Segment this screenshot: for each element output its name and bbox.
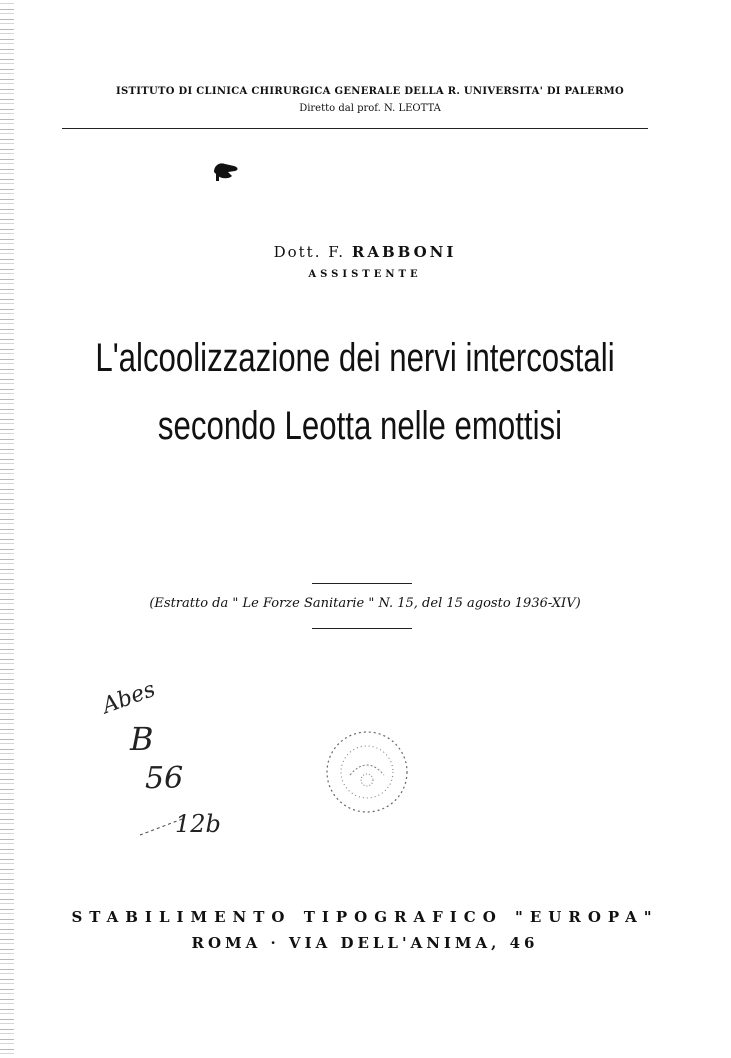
extract-rule-bottom	[312, 628, 412, 629]
handwritten-line-3: 56	[145, 761, 184, 796]
title-line-2: secondo Leotta nelle emottisi	[157, 404, 563, 448]
institute-heading: ISTITUTO DI CLINICA CHIRURGICA GENERALE DELLA R. UNIVERSITA' DI PALERMO	[116, 86, 624, 97]
hand-pointer-icon	[212, 160, 242, 182]
title-line-1: L'alcoolizzazione dei nervi intercostali	[95, 336, 615, 380]
director-line: Diretto dal prof. N. LEOTTA	[299, 103, 441, 114]
handwritten-line-2: B	[130, 720, 154, 758]
author-surname: RABBONI	[351, 243, 457, 261]
author-role: ASSISTENTE	[308, 269, 422, 280]
handwritten-line-1: Abes	[99, 677, 159, 720]
author-name	[160, 243, 570, 261]
scanned-page-edge	[0, 0, 14, 1058]
author-prefix: Dott. F.	[273, 243, 346, 261]
extract-rule-top	[312, 583, 412, 584]
header-divider	[62, 128, 648, 129]
printer-name: STABILIMENTO TIPOGRAFICO "EUROPA"	[71, 908, 659, 926]
handwritten-line-4: 12b	[175, 810, 221, 838]
library-stamp-icon	[320, 725, 415, 820]
extract-note: (Estratto da " Le Forze Sanitarie " N. 15, del 15 agosto 1936-XIV)	[149, 596, 581, 611]
printer-address: ROMA · VIA DELL'ANIMA, 46	[191, 934, 539, 952]
handwritten-annotation	[95, 670, 255, 850]
